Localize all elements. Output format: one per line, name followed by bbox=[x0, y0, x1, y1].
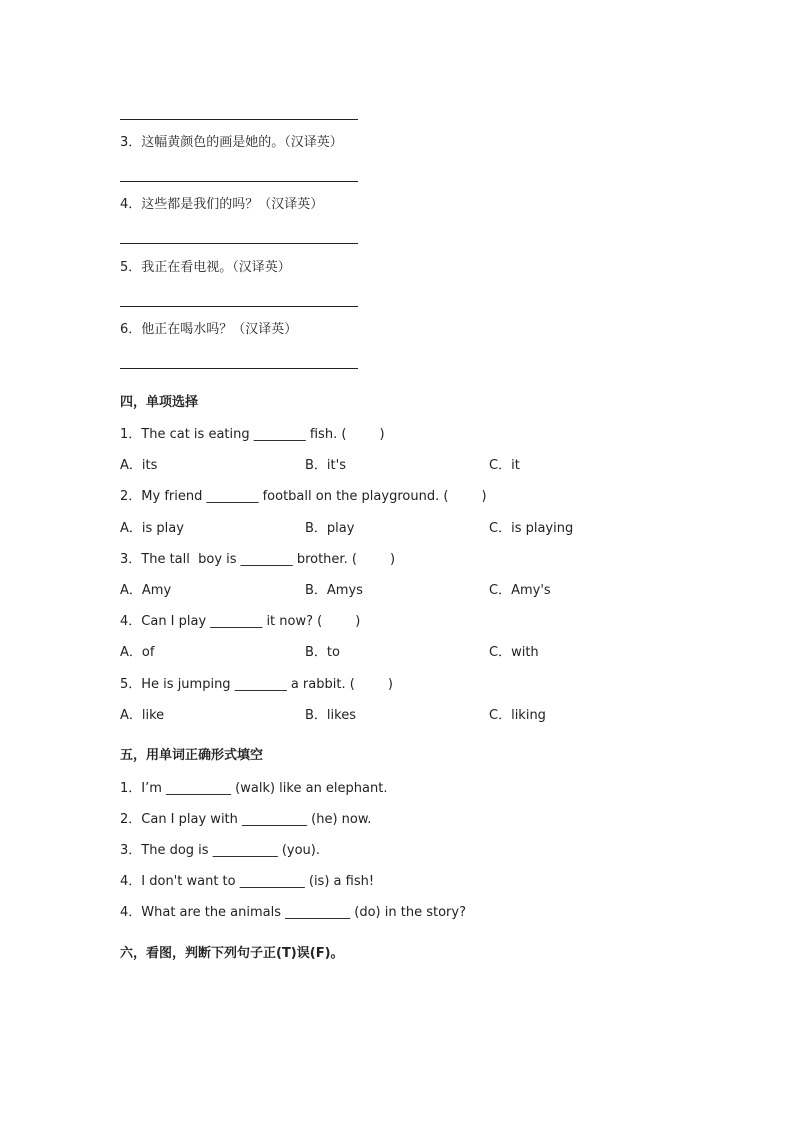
answer-line bbox=[120, 243, 358, 244]
option-b: B．Amys bbox=[305, 583, 363, 598]
option-c: C．liking bbox=[489, 708, 546, 723]
option-c: C．Amy's bbox=[489, 583, 551, 598]
option-a: A．like bbox=[120, 708, 165, 723]
translate-item: 3．这幅黄颜色的画是她的。（汉译英） bbox=[120, 135, 343, 150]
section-heading: 六，看图，判断下列句子正(T)误(F)。 bbox=[120, 946, 344, 961]
question: 1．The cat is eating ________ fish. ( ) bbox=[120, 427, 385, 442]
option-a: A．is play bbox=[120, 521, 184, 536]
fill-item: 4．What are the animals __________ (do) in the story? bbox=[120, 905, 466, 920]
answer-line bbox=[120, 368, 358, 369]
question: 2．My friend ________ football on the playground. ( ) bbox=[120, 489, 487, 504]
option-b: B．to bbox=[305, 645, 340, 660]
option-a: A．of bbox=[120, 645, 155, 660]
answer-line bbox=[120, 306, 358, 307]
question: 3．The tall boy is ________ brother. ( ) bbox=[120, 552, 396, 567]
section-heading: 四，单项选择 bbox=[120, 395, 199, 410]
fill-item: 1．I’m __________ (walk) like an elephant. bbox=[120, 781, 388, 796]
option-b: B．likes bbox=[305, 708, 356, 723]
answer-line bbox=[120, 119, 358, 120]
translate-item: 4．这些都是我们的吗？（汉译英） bbox=[120, 197, 324, 212]
answer-line bbox=[120, 181, 358, 182]
option-a: A．its bbox=[120, 458, 158, 473]
translate-item: 6．他正在喝水吗？（汉译英） bbox=[120, 322, 298, 337]
option-b: B．play bbox=[305, 521, 355, 536]
fill-item: 4．I don't want to __________ (is) a fish! bbox=[120, 874, 375, 889]
section-heading: 五，用单词正确形式填空 bbox=[120, 748, 264, 763]
option-c: C．is playing bbox=[489, 521, 574, 536]
option-b: B．it's bbox=[305, 458, 346, 473]
option-a: A．Amy bbox=[120, 583, 172, 598]
translate-item: 5．我正在看电视。（汉译英） bbox=[120, 260, 291, 275]
fill-item: 3．The dog is __________ (you). bbox=[120, 843, 320, 858]
question: 5．He is jumping ________ a rabbit. ( ) bbox=[120, 677, 393, 692]
option-c: C．with bbox=[489, 645, 539, 660]
option-c: C．it bbox=[489, 458, 520, 473]
fill-item: 2．Can I play with __________ (he) now. bbox=[120, 812, 372, 827]
question: 4．Can I play ________ it now? ( ) bbox=[120, 614, 361, 629]
